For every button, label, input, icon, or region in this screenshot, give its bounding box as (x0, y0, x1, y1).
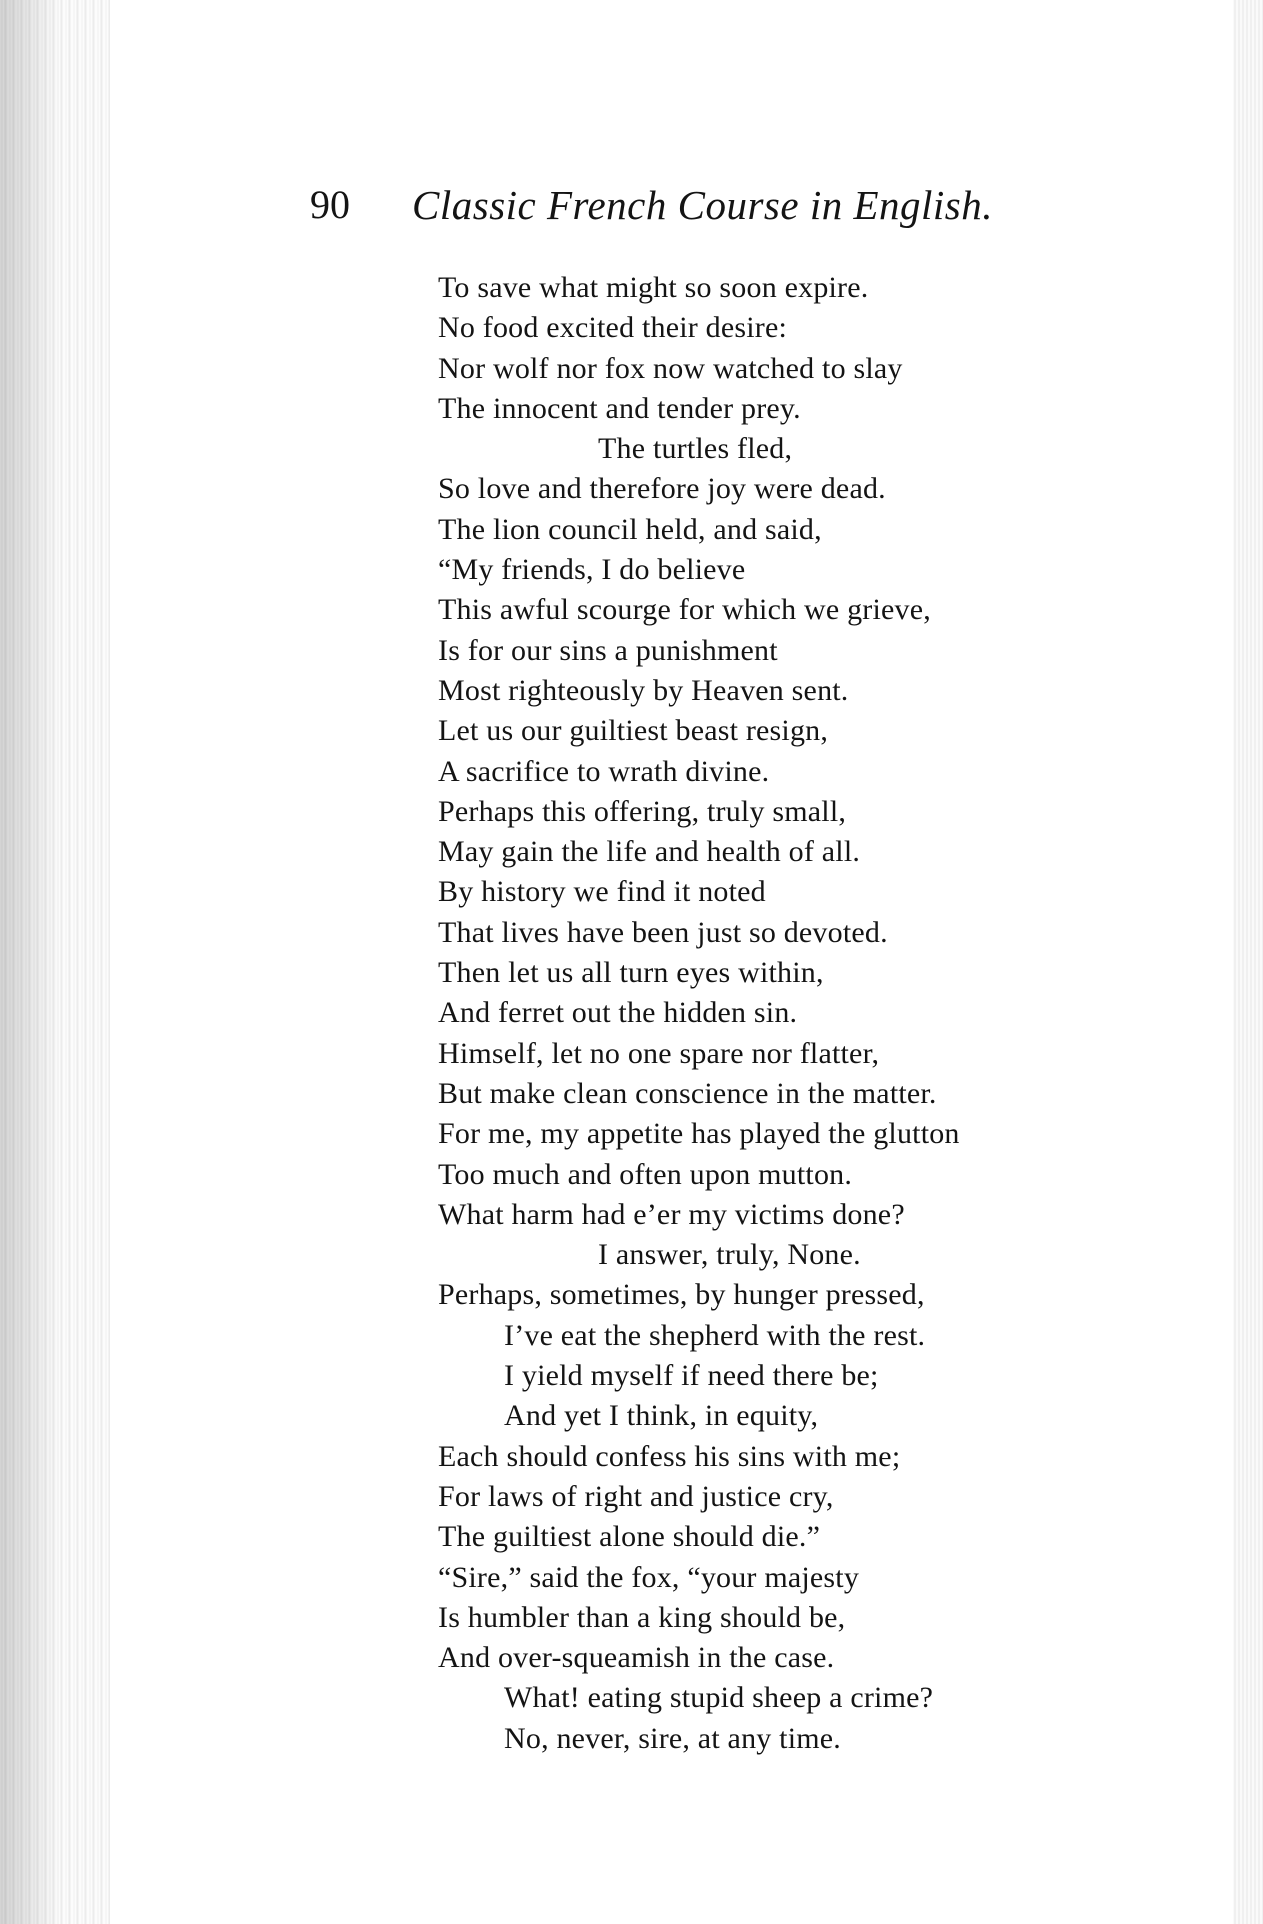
poem-line: The lion council held, and said, (438, 512, 822, 546)
poem-line: And over-squeamish in the case. (438, 1641, 835, 1675)
poem-line: Himself, let no one spare nor flatter, (438, 1036, 880, 1070)
scan-gutter-right (1233, 0, 1263, 1924)
poem-line: Then let us all turn eyes within, (438, 956, 824, 990)
poem-line: “My friends, I do believe (438, 553, 746, 587)
poem-line: Too much and often upon mutton. (438, 1157, 853, 1191)
poem-line: To save what might so soon expire. (438, 271, 869, 304)
running-title: Classic French Course in English. (412, 182, 993, 228)
poem-line: So love and therefore joy were dead. (438, 472, 886, 506)
poem-line: And ferret out the hidden sin. (438, 996, 798, 1030)
poem-line: No, never, sire, at any time. (504, 1721, 841, 1755)
poem-line: No food excited their desire: (438, 311, 788, 345)
poem-line: Perhaps, sometimes, by hunger pressed, (438, 1278, 925, 1312)
poem-line: I answer, truly, None. (598, 1238, 861, 1272)
poem-line: This awful scourge for which we grieve, (438, 593, 931, 627)
poem-line: The innocent and tender prey. (438, 391, 801, 425)
poem-line: Let us our guiltiest beast resign, (438, 714, 829, 748)
poem-line: “Sire,” said the fox, “your majesty (438, 1560, 860, 1594)
scan-gutter-left (0, 0, 110, 1924)
poem-line: By history we find it noted (438, 875, 766, 909)
poem-line: The turtles fled, (598, 432, 793, 466)
poem-line: Perhaps this offering, truly small, (438, 794, 847, 828)
poem-line: What! eating stupid sheep a crime? (504, 1681, 934, 1715)
poem-line: Nor wolf nor fox now watched to slay (438, 351, 903, 385)
page-header (310, 180, 1130, 240)
page-number: 90 (310, 182, 350, 227)
poem-line: I yield myself if need there be; (504, 1359, 879, 1393)
poem-line: The guiltiest alone should die.” (438, 1520, 821, 1554)
poem-line: That lives have been just so devoted. (438, 915, 888, 949)
poem-line: What harm had e’er my victims done? (438, 1197, 905, 1231)
poem-line: Most righteously by Heaven sent. (438, 673, 849, 707)
poem-line: For laws of right and justice cry, (438, 1479, 834, 1513)
poem-line: May gain the life and health of all. (438, 835, 861, 869)
poem-line: For me, my appetite has played the glutton (438, 1117, 960, 1151)
poem-line: Is humbler than a king should be, (438, 1600, 846, 1634)
poem-line: A sacrifice to wrath divine. (438, 754, 770, 788)
poem-line: Each should confess his sins with me; (438, 1439, 901, 1473)
poem-line: And yet I think, in equity, (504, 1399, 819, 1433)
poem-line: I’ve eat the shepherd with the rest. (504, 1318, 926, 1352)
poem-text (438, 268, 1158, 1759)
poem-line: But make clean conscience in the matter. (438, 1076, 937, 1110)
poem-line: Is for our sins a punishment (438, 633, 778, 667)
